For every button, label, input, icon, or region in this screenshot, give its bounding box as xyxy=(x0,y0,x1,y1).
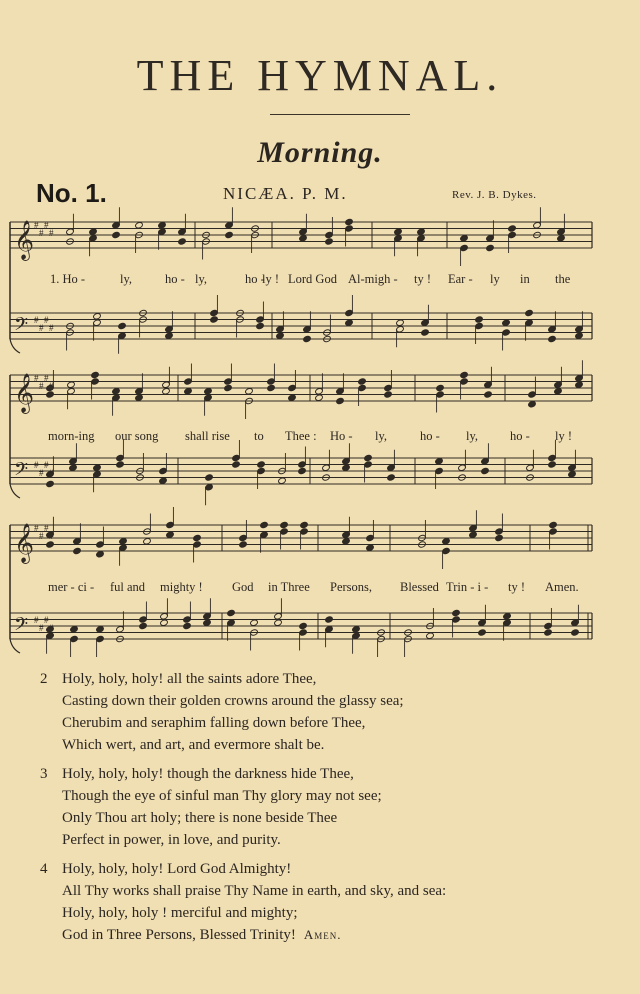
note-head xyxy=(288,394,297,401)
sharp-sign: # xyxy=(34,460,39,470)
note-head xyxy=(183,622,192,629)
note-head xyxy=(387,474,396,481)
sharp-sign: # xyxy=(39,531,44,541)
lyric-syllable: the xyxy=(555,272,571,286)
note-head xyxy=(548,461,557,468)
verse-text: All Thy works shall praise Thy Name in earth, and sky, and sea: xyxy=(62,883,447,899)
verse-3 xyxy=(40,763,620,851)
note-head xyxy=(96,551,105,558)
note-head xyxy=(112,231,121,238)
note-head xyxy=(549,521,558,528)
note-head xyxy=(575,332,584,339)
note-head xyxy=(276,332,285,339)
note-head xyxy=(257,461,266,468)
note-head xyxy=(475,316,484,323)
note-head xyxy=(557,235,566,242)
note-head xyxy=(227,609,236,616)
lyric-syllable: ho - xyxy=(165,272,185,286)
note-head xyxy=(116,461,125,468)
lyric-syllable: morn-ing xyxy=(48,429,95,443)
note-head xyxy=(352,626,361,633)
note-head xyxy=(502,319,511,326)
note-head xyxy=(452,609,461,616)
note-head xyxy=(232,461,241,468)
note-head xyxy=(421,329,430,336)
sharp-sign: # xyxy=(44,373,49,383)
note-head xyxy=(426,632,435,639)
lyric-syllable: in Three xyxy=(268,580,310,594)
sharp-sign: # xyxy=(34,615,39,625)
note-head xyxy=(91,371,100,378)
note-head xyxy=(460,235,469,242)
section-heading: Morning. xyxy=(257,136,383,169)
note-head xyxy=(325,238,334,245)
verse-line xyxy=(40,690,620,712)
verse-text: Though the eye of sinful man Thy glory may not see; xyxy=(62,788,382,804)
note-head xyxy=(525,309,534,316)
verse-line xyxy=(40,785,620,807)
lyric-syllable: ly xyxy=(490,272,500,286)
verse-text: Perfect in power, in love, and purity. xyxy=(62,832,281,848)
sharp-sign: # xyxy=(34,373,39,383)
verse-line xyxy=(40,712,620,734)
note-head xyxy=(544,629,553,636)
note-head xyxy=(486,244,495,251)
note-head xyxy=(366,544,375,551)
lyric-syllable: ty ! xyxy=(414,272,432,286)
sharp-sign: # xyxy=(49,228,54,238)
lyric-syllable: mer - ci - xyxy=(48,580,95,594)
verse-text: Cherubim and seraphim falling down before Thee, xyxy=(62,715,366,731)
lyric-syllable: our song xyxy=(115,429,159,443)
lyric-syllable: ho - xyxy=(510,429,530,443)
note-head xyxy=(165,332,174,339)
note-head xyxy=(325,616,334,623)
note-head xyxy=(528,401,537,408)
lyric-syllable: ly, xyxy=(375,429,388,443)
note-head xyxy=(260,521,269,528)
note-head xyxy=(178,238,187,245)
lyric-syllable: Thee : xyxy=(285,429,317,443)
treble-clef: 𝄞 xyxy=(14,373,35,413)
lyric-syllable: ful and xyxy=(110,580,146,594)
lyric-syllable: ly, xyxy=(120,272,133,286)
verse-text: Holy, holy, holy ! merciful and mighty; xyxy=(62,905,298,921)
note-head xyxy=(495,534,504,541)
note-head xyxy=(396,319,405,326)
verse-line xyxy=(40,858,620,880)
note-head xyxy=(568,471,577,478)
verse-line xyxy=(40,924,620,946)
verse-number: 2 xyxy=(40,671,48,687)
lyric-syllable: in xyxy=(520,272,530,286)
verse-text: Only Thou art holy; there is none beside Thee xyxy=(62,810,338,826)
note-head xyxy=(203,619,212,626)
system-brace-tail xyxy=(10,639,20,653)
note-head xyxy=(166,531,175,538)
lyric-syllable: Amen. xyxy=(545,580,579,594)
note-head xyxy=(119,538,128,545)
note-head xyxy=(69,464,78,471)
note-head xyxy=(436,384,445,391)
sharp-sign: # xyxy=(44,315,49,325)
note-head xyxy=(112,388,121,395)
note-head xyxy=(46,541,55,548)
note-head xyxy=(205,474,214,481)
verse-line xyxy=(40,763,620,785)
sharp-sign: # xyxy=(39,468,44,478)
note-head xyxy=(435,458,444,465)
verse-number: 3 xyxy=(40,766,48,782)
lyric-syllable: ly ! xyxy=(555,429,573,443)
composer-credit: Rev. J. B. Dykes. xyxy=(452,189,537,201)
note-head xyxy=(239,541,248,548)
sharp-sign: # xyxy=(34,315,39,325)
note-head xyxy=(342,538,351,545)
note-head xyxy=(299,235,308,242)
verse-text: God in Three Persons, Blessed Trinity! xyxy=(62,927,296,943)
sharp-sign: # xyxy=(34,523,39,533)
lyric-syllable: Ear - xyxy=(448,272,473,286)
lyric-syllable: Ho - xyxy=(330,429,353,443)
system-brace-tail xyxy=(10,484,20,498)
note-head xyxy=(300,521,309,528)
lyric-syllable: ly ! xyxy=(262,272,280,286)
note-head xyxy=(481,467,490,474)
sharp-sign: # xyxy=(39,623,44,633)
verse-2 xyxy=(40,668,620,756)
tune-name: NICÆA. P. M. xyxy=(223,184,348,203)
system-brace-tail xyxy=(10,339,20,353)
sharp-sign: # xyxy=(39,228,44,238)
lyric-syllable: God xyxy=(232,580,254,594)
note-head xyxy=(384,391,393,398)
bass-clef: 𝄢 xyxy=(14,459,29,485)
verse-line xyxy=(40,668,620,690)
note-head xyxy=(46,391,55,398)
bass-clef: 𝄢 xyxy=(14,614,29,640)
note-head xyxy=(508,225,517,232)
note-head xyxy=(184,388,193,395)
note-head xyxy=(299,622,308,629)
verse-number: 4 xyxy=(40,861,48,877)
note-head xyxy=(478,629,487,636)
note-head xyxy=(484,391,493,398)
lyric-syllable: Persons, xyxy=(330,580,373,594)
note-head xyxy=(73,547,82,554)
note-head xyxy=(417,228,426,235)
lyric-syllable: ty ! xyxy=(508,580,526,594)
note-head xyxy=(159,477,168,484)
verse-text: Holy, holy, holy! Lord God Almighty! xyxy=(62,861,292,877)
note-head xyxy=(345,319,354,326)
verse-4 xyxy=(40,858,620,946)
note-head xyxy=(160,619,169,626)
verse-text: Casting down their golden crowns around the glassy sea; xyxy=(62,693,404,709)
note-head xyxy=(342,464,351,471)
lyric-syllable: ly, xyxy=(466,429,479,443)
note-head xyxy=(278,477,287,484)
note-head xyxy=(394,228,403,235)
lyric-syllable: 1. Ho - xyxy=(50,272,86,286)
sharp-sign: # xyxy=(39,323,44,333)
note-head xyxy=(70,626,79,633)
treble-clef: 𝄞 xyxy=(14,220,35,260)
note-head xyxy=(274,619,283,626)
note-head xyxy=(571,629,580,636)
note-head xyxy=(345,218,354,225)
note-head xyxy=(303,335,312,342)
note-head xyxy=(210,316,219,323)
hymn-number: No. 1. xyxy=(36,178,107,208)
note-head xyxy=(204,388,213,395)
lyric-syllable: ho - xyxy=(245,272,265,286)
note-head xyxy=(548,335,557,342)
note-head xyxy=(93,464,102,471)
note-head xyxy=(89,228,98,235)
note-head xyxy=(315,394,324,401)
sharp-sign: # xyxy=(44,615,49,625)
verse-line xyxy=(40,902,620,924)
note-head xyxy=(460,371,469,378)
note-head xyxy=(336,397,345,404)
note-head xyxy=(67,381,76,388)
verse-line xyxy=(40,734,620,756)
note-head xyxy=(267,384,276,391)
lyric-syllable: Lord God xyxy=(288,272,337,286)
note-head xyxy=(143,538,152,545)
sharp-sign: # xyxy=(44,220,49,230)
lyric-syllable: shall rise xyxy=(185,429,230,443)
sharp-sign: # xyxy=(49,323,54,333)
lyric-syllable: Blessed xyxy=(400,580,439,594)
note-head xyxy=(135,222,144,229)
sharp-sign: # xyxy=(44,460,49,470)
note-head xyxy=(162,388,171,395)
note-head xyxy=(554,388,563,395)
note-head xyxy=(575,381,584,388)
page-title: THE HYMNAL. xyxy=(136,51,504,100)
note-head xyxy=(469,531,478,538)
note-head xyxy=(139,622,148,629)
note-head xyxy=(245,388,254,395)
sharp-sign: # xyxy=(39,381,44,391)
verses xyxy=(40,668,620,953)
verse-line xyxy=(40,880,620,902)
note-head xyxy=(118,322,127,329)
verse-text: Holy, holy, holy! though the darkness hide Thee, xyxy=(62,766,354,782)
lyric-syllable: Al-migh - xyxy=(348,272,398,286)
verse-text: Which wert, and art, and evermore shalt be. xyxy=(62,737,325,753)
lyric-syllable: ho - xyxy=(420,429,440,443)
note-head xyxy=(224,384,233,391)
verse-line xyxy=(40,829,620,851)
note-head xyxy=(358,378,367,385)
note-head xyxy=(298,467,307,474)
verse-text: Holy, holy, holy! all the saints adore Thee, xyxy=(62,671,317,687)
lyric-syllable: mighty ! xyxy=(160,580,203,594)
note-head xyxy=(503,613,512,620)
note-head xyxy=(256,322,265,329)
note-head xyxy=(225,231,234,238)
lyric-syllable: to xyxy=(254,429,264,443)
lyric-syllable: ly, xyxy=(195,272,208,286)
note-head xyxy=(46,480,55,487)
note-head xyxy=(250,619,259,626)
sharp-sign: # xyxy=(44,523,49,533)
sharp-sign: # xyxy=(34,220,39,230)
bass-clef: 𝄢 xyxy=(14,314,29,340)
note-head xyxy=(93,313,102,320)
note-head xyxy=(158,222,167,229)
note-head xyxy=(364,454,373,461)
amen-label: Amen. xyxy=(303,927,342,942)
note-head xyxy=(280,521,289,528)
note-head xyxy=(135,394,144,401)
treble-clef: 𝄞 xyxy=(14,523,35,563)
note-head xyxy=(193,534,202,541)
verse-line xyxy=(40,807,620,829)
note-head xyxy=(96,626,105,633)
lyric-syllable: Trin - i - xyxy=(446,580,489,594)
note-head xyxy=(442,538,451,545)
